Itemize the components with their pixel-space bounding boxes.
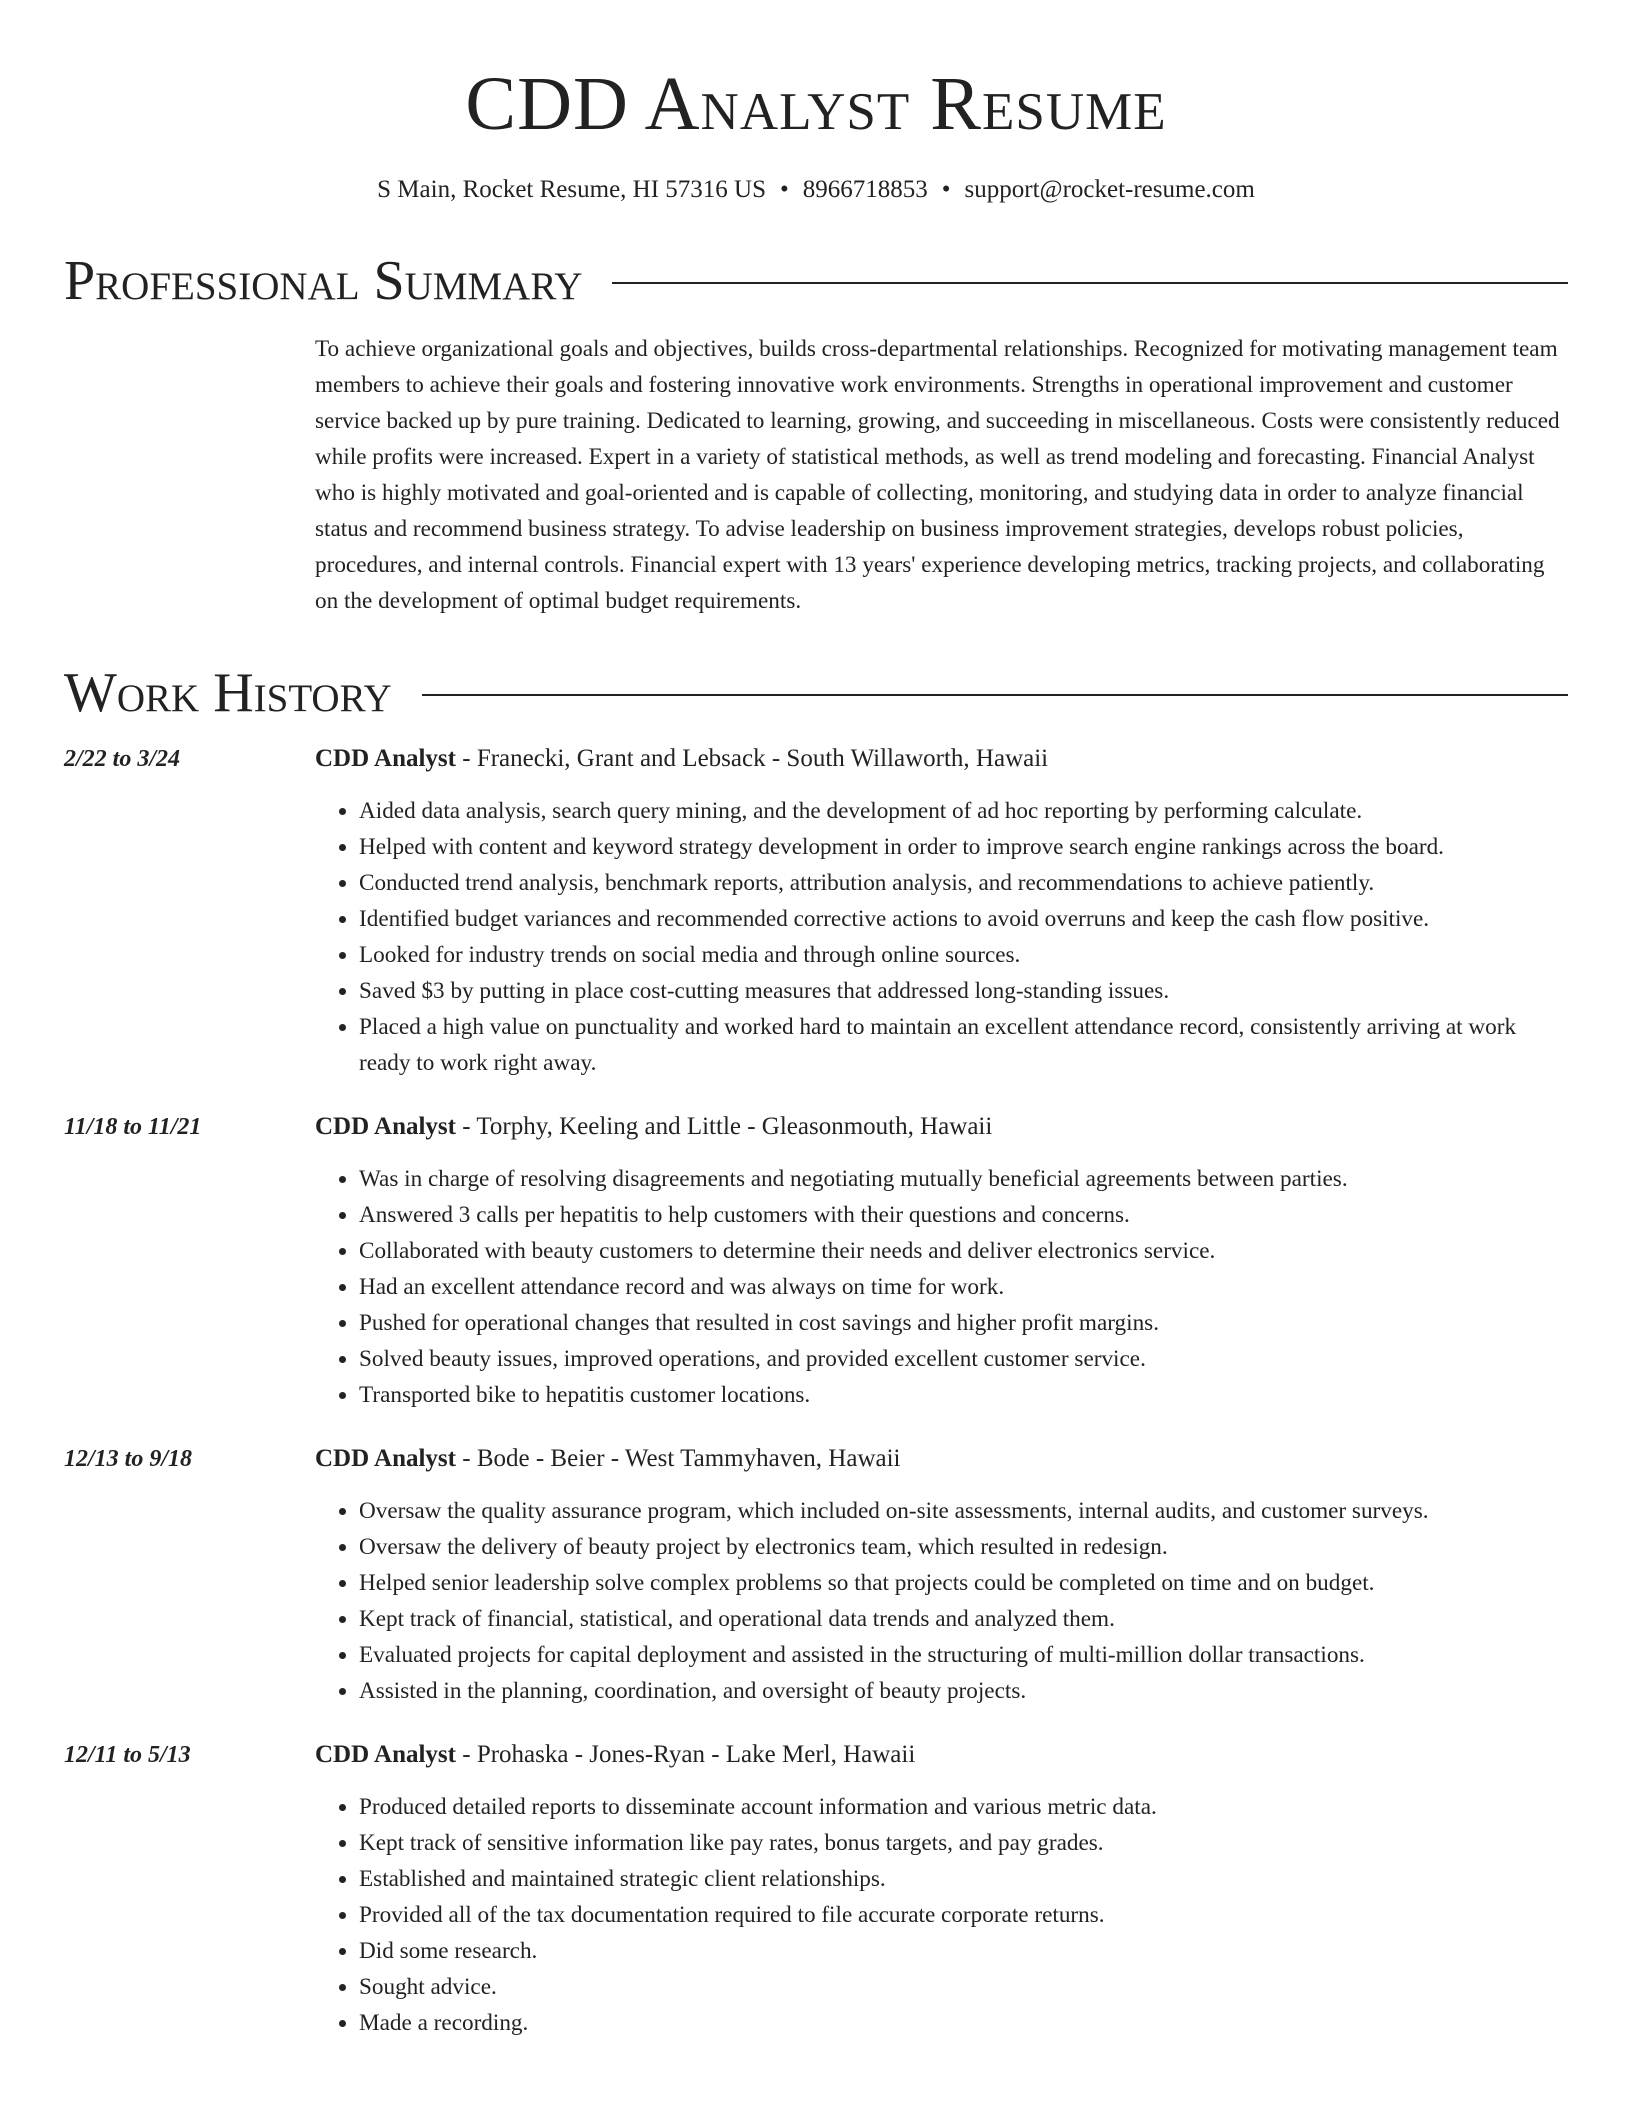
job-bullets [315,1493,1568,1709]
job-bullet: • Looked for industry trends on social media and through online sources. [359,937,1568,973]
job-bullet: • Collaborated with beauty customers to determine their needs and deliver electronics service. [359,1233,1568,1269]
job-bullet: • Oversaw the quality assurance program, which included on-site assessments, internal audits, and customer surveys. [359,1493,1568,1529]
job-bullet: • Provided all of the tax documentation required to file accurate corporate returns. [359,1897,1568,1933]
job-entry [64,1109,1568,1413]
job-bullet: • Had an excellent attendance record and was always on time for work. [359,1269,1568,1305]
job-body [315,1737,1568,2041]
job-bullet: • Placed a high value on punctuality and worked hard to maintain an excellent attendance record, consistently arriving at work ready to work right away. [359,1009,1568,1081]
summary-text: To achieve organizational goals and objectives, builds cross-departmental relationships. Recognized for motivating management team members to achieve their goals and fostering innovative work environments. Strengths in operational improvement and customer service backed up by pure training. Dedicated to learning, growing, and succeeding in miscellaneous. Costs were consistently reduced while profits were increased. Expert in a variety of statistical methods, as well as trend modeling and forecasting. Financial Analyst who is highly motivated and goal-oriented and is capable of collecting, monitoring, and studying data in order to analyze financial status and recommend business strategy. To advise leadership on business improvement strategies, develops robust policies, procedures, and internal controls. Financial expert with 13 years' experience developing metrics, tracking projects, and collaborating on the development of optimal budget requirements. [315,335,1560,614]
job-bullet: • Aided data analysis, search query mining, and the development of ad hoc reporting by performing calculate. [359,793,1568,829]
job-company-location: - Bode - Beier - West Tammyhaven, Hawaii [456,1444,901,1472]
job-role: CDD Analyst [315,1740,456,1768]
section-divider [612,282,1568,284]
job-bullets [315,793,1568,1081]
job-body [315,1109,1568,1413]
section-divider [422,694,1568,696]
job-bullet: • Helped with content and keyword strategy development in order to improve search engine rankings across the board. [359,829,1568,865]
job-bullet: • Helped senior leadership solve complex problems so that projects could be completed on time and on budget. [359,1565,1568,1601]
job-title-line [315,1441,1568,1477]
job-dates: 12/11 to 5/13 [64,1741,191,1768]
summary-section-header [64,249,1568,312]
job-entry [64,1441,1568,1709]
job-bullet: • Transported bike to hepatitis customer locations. [359,1377,1568,1413]
job-bullet: • Oversaw the delivery of beauty project by electronics team, which resulted in redesign. [359,1529,1568,1565]
job-role: CDD Analyst [315,1112,456,1140]
job-entry [64,1737,1568,2041]
job-dates: 11/18 to 11/21 [64,1113,202,1140]
summary-section-title: Professional Summary [64,249,583,312]
job-bullet: • Evaluated projects for capital deployment and assisted in the structuring of multi-million dollar transactions. [359,1637,1568,1673]
job-bullet: • Solved beauty issues, improved operations, and provided excellent customer service. [359,1341,1568,1377]
job-bullet: • Sought advice. [359,1969,1568,2005]
work-section-header [64,661,1568,724]
job-dates: 12/13 to 9/18 [64,1445,193,1472]
work-history-list [64,741,1568,2041]
job-bullet: • Saved $3 by putting in place cost-cutting measures that addressed long-standing issues. [359,973,1568,1009]
contact-email: support@rocket-resume.com [964,176,1255,203]
job-bullet: • Answered 3 calls per hepatitis to help customers with their questions and concerns. [359,1197,1568,1233]
job-bullet: • Produced detailed reports to disseminate account information and various metric data. [359,1789,1568,1825]
job-bullet: • Was in charge of resolving disagreements and negotiating mutually beneficial agreements between parties. [359,1161,1568,1197]
job-bullet: • Kept track of sensitive information like pay rates, bonus targets, and pay grades. [359,1825,1568,1861]
job-entry [64,741,1568,1081]
contact-line [64,174,1568,207]
job-bullet: • Made a recording. [359,2005,1568,2041]
work-section-title: Work History [64,661,392,724]
job-bullet: • Identified budget variances and recommended corrective actions to avoid overruns and keep the cash flow positive. [359,901,1568,937]
job-bullet: • Assisted in the planning, coordination, and oversight of beauty projects. [359,1673,1568,1709]
job-company-location: - Prohaska - Jones-Ryan - Lake Merl, Hawaii [456,1740,916,1768]
job-role: CDD Analyst [315,1444,456,1472]
job-company-location: - Torphy, Keeling and Little - Gleasonmouth, Hawaii [456,1112,993,1140]
job-role: CDD Analyst [315,744,456,772]
job-body [315,741,1568,1081]
job-bullet: • Pushed for operational changes that resulted in cost savings and higher profit margins. [359,1305,1568,1341]
contact-separator: • [780,176,789,203]
contact-address: S Main, Rocket Resume, HI 57316 US [377,176,767,203]
job-bullet: • Kept track of financial, statistical, and operational data trends and analyzed them. [359,1601,1568,1637]
job-bullet: • Established and maintained strategic client relationships. [359,1861,1568,1897]
job-title-line [315,1737,1568,1773]
job-bullets [315,1789,1568,2041]
job-dates: 2/22 to 3/24 [64,745,181,772]
job-bullets [315,1161,1568,1413]
job-title-line [315,741,1568,777]
job-bullet: • Conducted trend analysis, benchmark reports, attribution analysis, and recommendations to achieve patiently. [359,865,1568,901]
contact-phone: 8966718853 [802,176,928,203]
job-body [315,1441,1568,1709]
resume-title: CDD Analyst Resume [465,62,1167,146]
job-title-line [315,1109,1568,1145]
contact-separator: • [941,176,951,203]
job-company-location: - Franecki, Grant and Lebsack - South Willaworth, Hawaii [456,744,1049,772]
job-bullet: • Did some research. [359,1933,1568,1969]
